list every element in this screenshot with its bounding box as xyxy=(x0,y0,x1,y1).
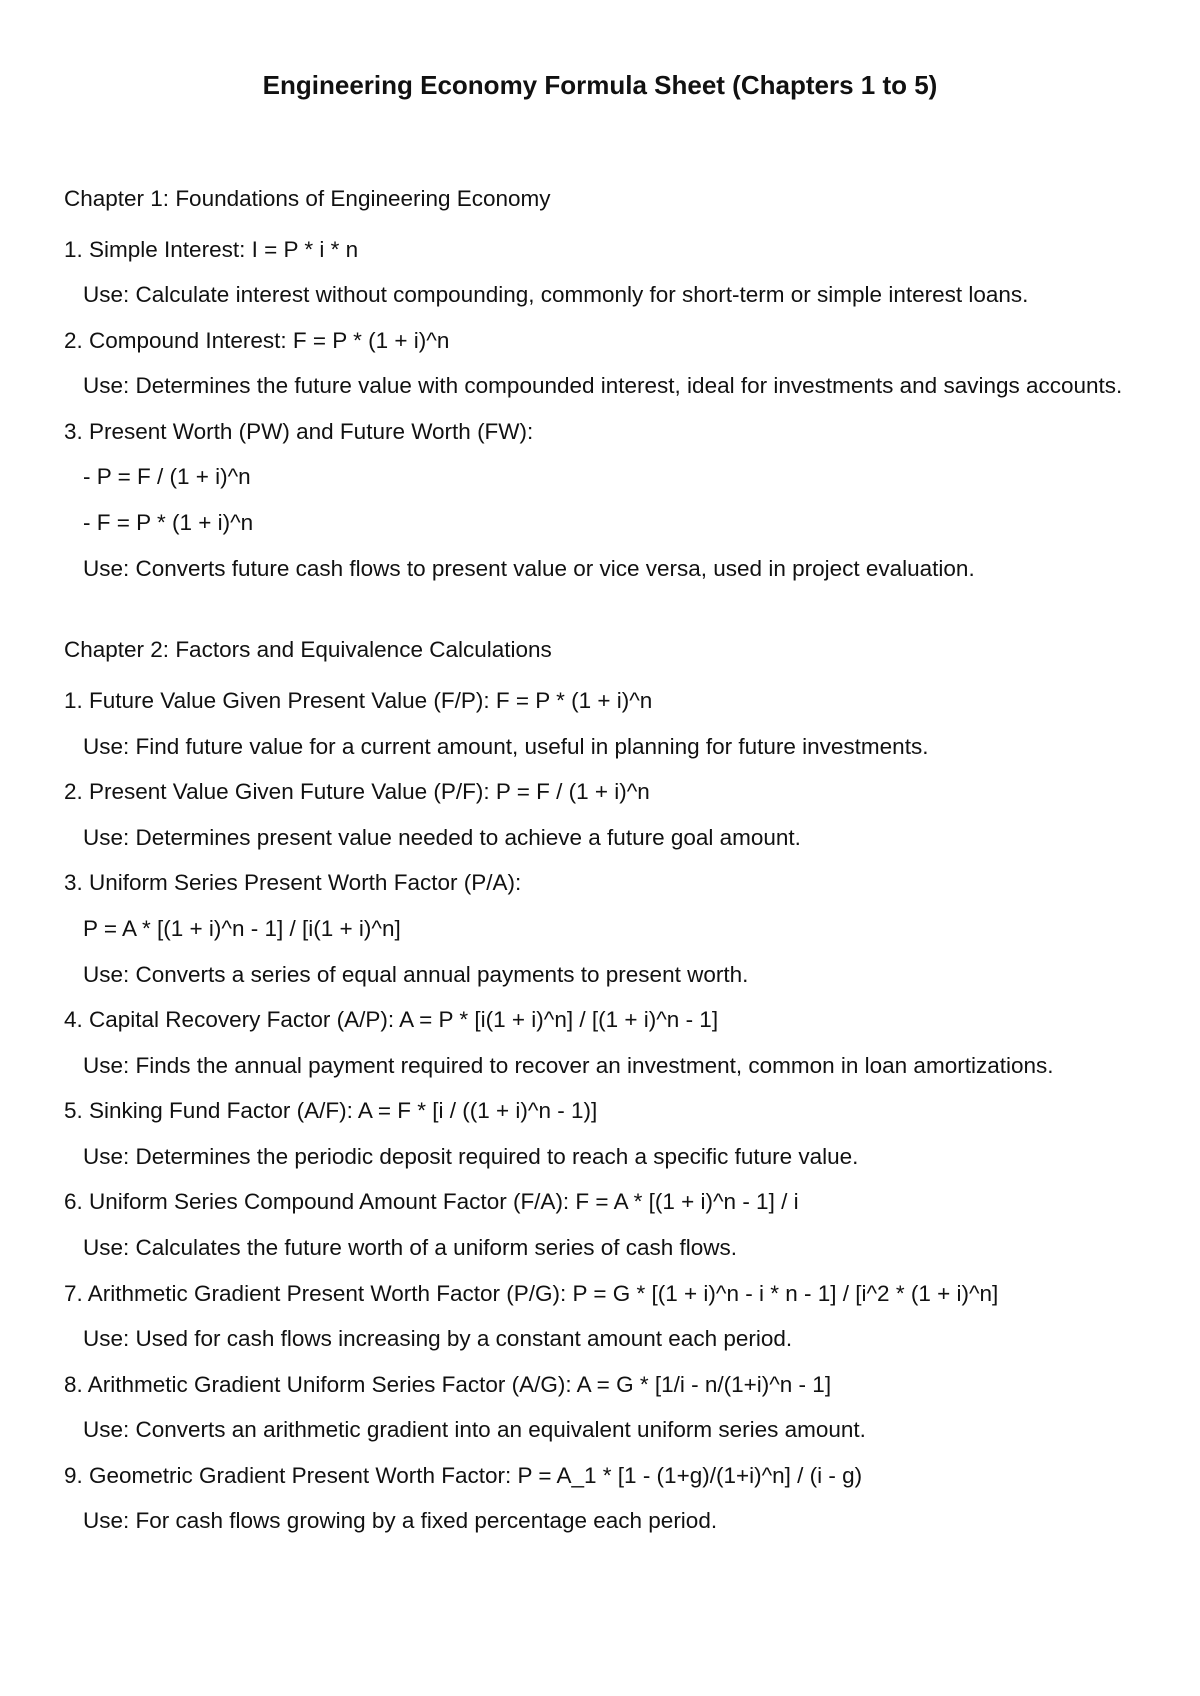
ch2-item3-use: Use: Converts a series of equal annual payments to present worth. xyxy=(83,962,749,987)
ch2-item6-use: Use: Calculates the future worth of a uniform series of cash flows. xyxy=(83,1235,738,1260)
chapter1-heading: Chapter 1: Foundations of Engineering Economy xyxy=(64,186,551,211)
ch2-item7-formula: 7. Arithmetic Gradient Present Worth Factor (P/G): P = G * [(1 + i)^n - i * n - 1] / [i^2 * (1 + i)^n] xyxy=(64,1281,999,1306)
ch2-item1-formula: 1. Future Value Given Present Value (F/P): F = P * (1 + i)^n xyxy=(64,688,653,713)
ch2-item3-formula: 3. Uniform Series Present Worth Factor (P/A): xyxy=(64,870,522,895)
ch2-item4-formula: 4. Capital Recovery Factor (A/P): A = P * [i(1 + i)^n] / [(1 + i)^n - 1] xyxy=(64,1007,719,1032)
ch2-item9-use: Use: For cash flows growing by a fixed percentage each period. xyxy=(83,1508,718,1533)
ch2-item5-formula: 5. Sinking Fund Factor (A/F): A = F * [i / ((1 + i)^n - 1)] xyxy=(64,1098,598,1123)
page-title: Engineering Economy Formula Sheet (Chapters 1 to 5) xyxy=(262,70,938,100)
ch1-item3-formula: 3. Present Worth (PW) and Future Worth (FW): xyxy=(64,419,534,444)
ch2-item5-use: Use: Determines the periodic deposit required to reach a specific future value. xyxy=(83,1144,859,1169)
ch1-item3-sub1: - P = F / (1 + i)^n xyxy=(83,464,251,489)
ch2-item6-formula: 6. Uniform Series Compound Amount Factor (F/A): F = A * [(1 + i)^n - 1] / i xyxy=(64,1189,799,1214)
chapter2-heading: Chapter 2: Factors and Equivalence Calculations xyxy=(64,637,552,662)
ch2-item2-use: Use: Determines present value needed to achieve a future goal amount. xyxy=(83,825,801,850)
ch2-item8-use: Use: Converts an arithmetic gradient into an equivalent uniform series amount. xyxy=(83,1417,866,1442)
ch2-item9-formula: 9. Geometric Gradient Present Worth Factor: P = A_1 * [1 - (1+g)/(1+i)^n] / (i - g) xyxy=(64,1463,863,1488)
ch2-item8-formula: 8. Arithmetic Gradient Uniform Series Factor (A/G): A = G * [1/i - n/(1+i)^n - 1] xyxy=(64,1372,832,1397)
ch1-item1-use: Use: Calculate interest without compounding, commonly for short-term or simple interest loans. xyxy=(83,282,1029,307)
ch2-item4-use: Use: Finds the annual payment required to recover an investment, common in loan amortizations. xyxy=(83,1053,1054,1078)
ch2-item7-use: Use: Used for cash flows increasing by a constant amount each period. xyxy=(83,1326,793,1351)
ch1-item3-sub2: - F = P * (1 + i)^n xyxy=(83,510,254,535)
ch1-item2-use: Use: Determines the future value with compounded interest, ideal for investments and savings accounts. xyxy=(83,373,1123,398)
ch1-item1-formula: 1. Simple Interest: I = P * i * n xyxy=(64,237,359,262)
ch1-item2-formula: 2. Compound Interest: F = P * (1 + i)^n xyxy=(64,328,450,353)
ch2-item1-use: Use: Find future value for a current amount, useful in planning for future investments. xyxy=(83,734,929,759)
ch2-item2-formula: 2. Present Value Given Future Value (P/F): P = F / (1 + i)^n xyxy=(64,779,650,804)
ch1-item3-use: Use: Converts future cash flows to present value or vice versa, used in project evaluation. xyxy=(83,556,975,581)
ch2-item3-sub1: P = A * [(1 + i)^n - 1] / [i(1 + i)^n] xyxy=(83,916,401,941)
